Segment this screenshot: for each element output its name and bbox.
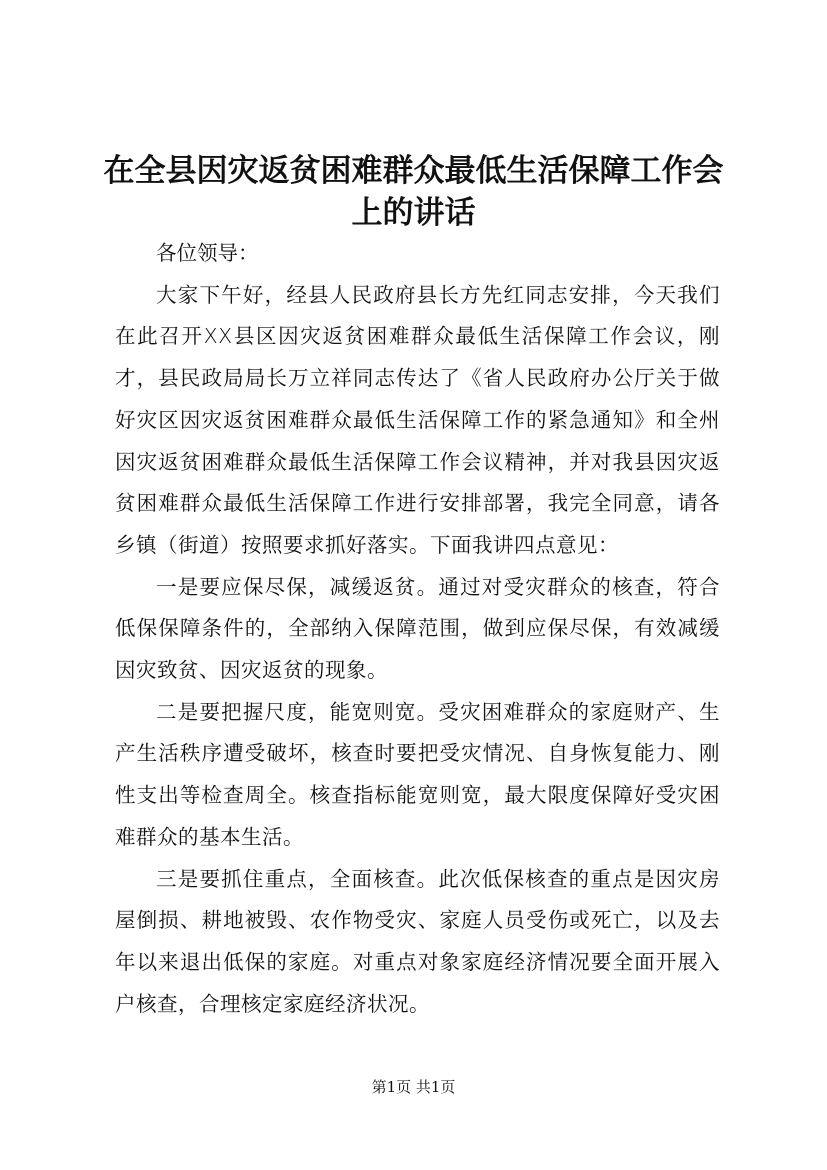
paragraph-point-one: 一是要应保尽保，减缓返贫。通过对受灾群众的核查，符合低保保障条件的，全部纳入保障范围，做到应保尽保，有效减缓因灾致贫、因灾返贫的现象。: [115, 574, 720, 683]
paragraph-intro: 大家下午好，经县人民政府县长方先红同志安排，今天我们在此召开XX县区因灾返贫困难群众最低生活保障工作会议，刚才，县民政局局长万立祥同志传达了《省人民政府办公厅关于做好灾区因灾返贫困难群众最低生活保障工作的紧急通知》和全州因灾返贫困难群众最低生活保障工作会议精神，并对我县因灾返贫困难群众最低生活保障工作进行安排部署，我完全同意，请各乡镇（街道）按照要求抓好落实。下面我讲四点意见：: [115, 282, 720, 557]
page-number-footer: 第1页 共1页: [371, 1078, 456, 1096]
paragraph-point-two: 二是要把握尺度，能宽则宽。受灾困难群众的家庭财产、生产生活秩序遭受破坏，核查时要把受灾情况、自身恢复能力、刚性支出等检查周全。核查指标能宽则宽，最大限度保障好受灾困难群众的基本生活。: [115, 699, 720, 849]
greeting: 各位领导：: [156, 241, 259, 265]
document-title: 在全县因灾返贫困难群众最低生活保障工作会上的讲话: [103, 153, 724, 231]
document-body: [115, 233, 720, 1025]
paragraph-point-three: 三是要抓住重点，全面核查。此次低保核查的重点是因灾房屋倒损、耕地被毁、农作物受灾、家庭人员受伤或死亡，以及去年以来退出低保的家庭。对重点对象家庭经济情况要全面开展入户核查，合理核定家庭经济状况。: [115, 866, 720, 1016]
